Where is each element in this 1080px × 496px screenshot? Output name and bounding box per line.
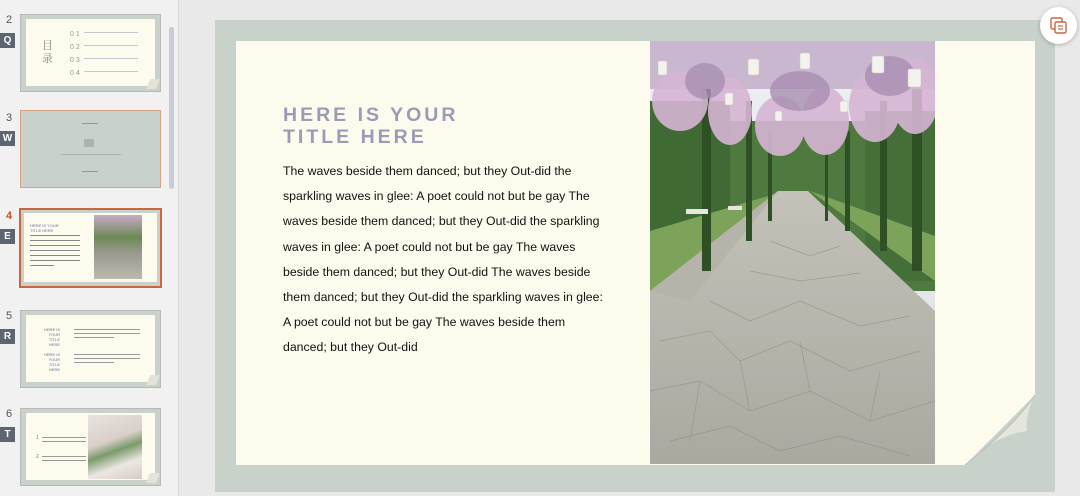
thumbnail-scrollbar[interactable] (169, 27, 174, 189)
slide-number: 6 (6, 408, 13, 420)
house-icon (84, 139, 94, 147)
slide-body-text[interactable]: The waves beside them danced; but they Out-did the sparkling waves in glee: A poet could not but be gay The waves beside them danced; but they Out-did the sparkling waves in glee: A poet could not but be gay The waves beside them danced; but they Out-did The waves beside them danced; but they Out-did the sparkling waves in glee: A poet could not but be gay The waves beside them danced; but they Out-did (283, 164, 603, 355)
list-number: 1 (36, 435, 39, 441)
slide-number: 4 (6, 210, 13, 222)
thumb-title: HERE IS YOUR TITLE HERE (30, 223, 59, 233)
slide-number: 5 (6, 310, 13, 322)
shortcut-key-badge: T (0, 427, 15, 442)
toc-item: 0 2 (70, 44, 80, 51)
shortcut-key-badge: R (0, 329, 15, 344)
thumb-photo (88, 415, 142, 479)
toc-item: 0 1 (70, 31, 80, 38)
wisteria-walkway-photo[interactable] (650, 41, 935, 464)
toc-title: 目 录 (42, 40, 53, 65)
slide-restore-icon (1050, 17, 1067, 34)
slide-number: 3 (6, 112, 13, 124)
page-curl-decoration (965, 395, 1035, 465)
slide-number: 2 (6, 14, 13, 26)
title-line-2: TITLE HERE (283, 126, 427, 148)
slide-paper (236, 41, 1035, 465)
list-number: 2 (36, 454, 39, 460)
thumb-photo (94, 215, 142, 279)
toc-item: 0 3 (70, 57, 80, 64)
slide-thumbnail-2[interactable] (20, 14, 161, 92)
toc-item: 0 4 (70, 70, 80, 77)
slide-canvas[interactable] (215, 20, 1055, 492)
shortcut-key-badge: E (0, 229, 15, 244)
thumb-title: HERE IS YOUR TITLE HERE (44, 352, 61, 372)
slide-thumbnail-6[interactable] (20, 408, 161, 486)
slide-restore-button[interactable] (1040, 7, 1077, 44)
title-line-1: HERE IS YOUR (283, 104, 459, 126)
shortcut-key-badge: Q (0, 33, 15, 48)
slide-title[interactable] (283, 104, 458, 148)
slide-thumbnail-panel[interactable] (0, 0, 179, 496)
slide-thumbnail-5[interactable] (20, 310, 161, 388)
slide-thumbnail-4[interactable] (19, 208, 162, 288)
slide-thumbnail-3[interactable] (20, 110, 161, 188)
thumb-title: HERE IS YOUR TITLE HERE (44, 327, 61, 347)
shortcut-key-badge: W (0, 131, 15, 146)
